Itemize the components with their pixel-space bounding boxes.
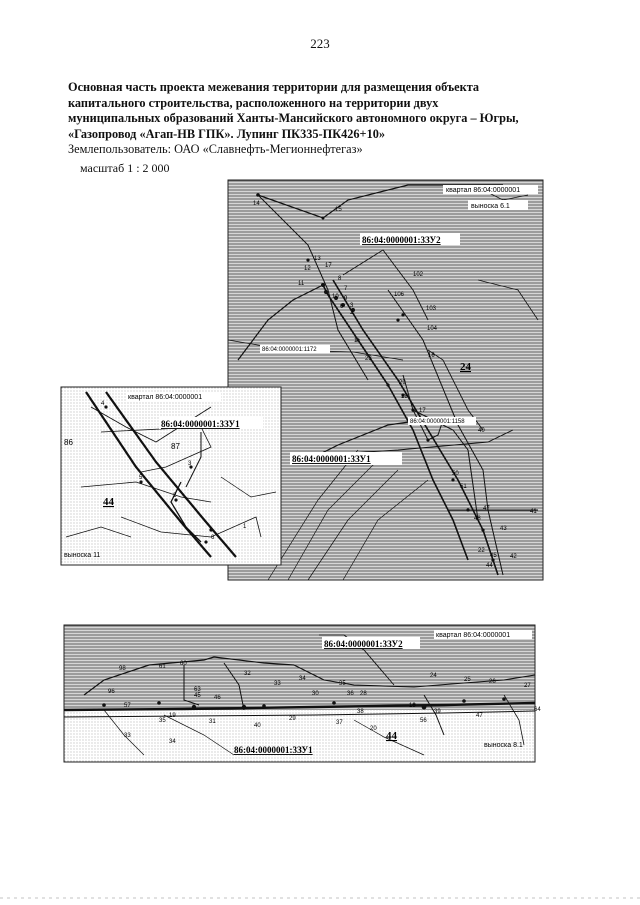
header-line-2: капитального строительства, расположенного на территории двух — [68, 95, 439, 110]
header-line-4: «Газопровод «Агап-НВ ГПК». Лупинг ПК335-ПК426+10» — [68, 126, 386, 141]
svg-text:1: 1 — [243, 524, 247, 530]
svg-text:51: 51 — [460, 484, 467, 490]
inset-label-86: 86 — [64, 438, 73, 447]
svg-text:103: 103 — [426, 306, 437, 312]
svg-text:48: 48 — [474, 516, 481, 522]
svg-text:17: 17 — [419, 408, 426, 414]
svg-text:26: 26 — [489, 679, 496, 685]
page-number: 223 — [310, 36, 330, 51]
svg-text:29: 29 — [399, 380, 406, 386]
svg-text:45: 45 — [490, 553, 497, 559]
svg-text:60: 60 — [180, 661, 187, 667]
header-line-1: Основная часть проекта межевания территории для размещения объекта — [68, 80, 480, 94]
svg-text:13: 13 — [314, 256, 321, 262]
svg-text:106: 106 — [394, 292, 405, 298]
bottom-quarter-number: 44 — [386, 730, 397, 742]
svg-text:27: 27 — [524, 683, 531, 689]
bottom-label-20: 20 — [370, 726, 377, 732]
svg-text:36: 36 — [347, 691, 354, 697]
inset-label-87: 87 — [171, 442, 180, 451]
inset-parcel-zu1: 86:04:0000001:3ЗУ1 — [161, 419, 240, 429]
svg-text:12: 12 — [304, 266, 311, 272]
main-callout-label: выноска 6.1 — [471, 203, 510, 210]
svg-text:35: 35 — [159, 718, 166, 724]
svg-text:23: 23 — [365, 356, 372, 362]
svg-text:47: 47 — [476, 713, 483, 719]
svg-text:4: 4 — [101, 401, 105, 407]
bottom-parcel-zu1: 86:04:0000001:3ЗУ1 — [234, 745, 313, 755]
svg-text:41: 41 — [530, 509, 537, 515]
svg-text:38: 38 — [357, 709, 364, 715]
svg-text:1: 1 — [354, 338, 358, 344]
svg-text:3: 3 — [188, 461, 192, 467]
main-parcel-zu2: 86:04:0000001:3ЗУ2 — [362, 235, 441, 245]
svg-text:37: 37 — [336, 720, 343, 726]
svg-text:19: 19 — [169, 713, 176, 719]
svg-text:11: 11 — [298, 281, 305, 287]
svg-text:102: 102 — [413, 272, 424, 278]
svg-text:2: 2 — [350, 310, 354, 316]
svg-text:3: 3 — [350, 303, 354, 309]
svg-text:31: 31 — [209, 719, 216, 725]
svg-text:28: 28 — [360, 691, 367, 697]
svg-text:64: 64 — [534, 707, 541, 713]
svg-text:43: 43 — [500, 526, 507, 532]
header-line-5: Землепользователь: ОАО «Славнефть-Мегионнефтегаз» — [68, 142, 363, 156]
svg-text:42: 42 — [510, 554, 517, 560]
svg-text:24: 24 — [430, 673, 437, 679]
svg-text:18: 18 — [401, 394, 408, 400]
inset-background — [61, 387, 281, 565]
svg-text:7: 7 — [344, 286, 348, 292]
svg-text:35: 35 — [339, 681, 346, 687]
svg-text:16: 16 — [428, 353, 435, 359]
svg-text:34: 34 — [169, 739, 176, 745]
svg-text:6: 6 — [340, 304, 344, 310]
svg-text:47: 47 — [483, 506, 490, 512]
svg-text:8: 8 — [338, 276, 342, 282]
svg-text:61: 61 — [159, 664, 166, 670]
svg-text:40: 40 — [254, 723, 261, 729]
svg-text:10: 10 — [332, 294, 339, 300]
svg-text:44: 44 — [486, 563, 493, 569]
main-quarter-number: 24 — [460, 361, 471, 373]
svg-text:17: 17 — [325, 263, 332, 269]
svg-text:15: 15 — [335, 207, 342, 213]
svg-text:25: 25 — [464, 677, 471, 683]
svg-text:50: 50 — [452, 471, 459, 477]
bottom-map — [64, 625, 541, 762]
scan-bottom-edge — [0, 890, 640, 905]
main-parcel-1158: 86:04:0000001:1158 — [410, 419, 465, 425]
svg-text:57: 57 — [124, 703, 131, 709]
svg-text:96: 96 — [108, 689, 115, 695]
svg-text:22: 22 — [478, 548, 485, 554]
svg-text:56: 56 — [420, 718, 427, 724]
bottom-callout-label: выноска 8.1 — [484, 742, 523, 749]
inset-callout — [61, 387, 281, 565]
svg-text:45: 45 — [194, 693, 201, 699]
svg-text:2: 2 — [173, 493, 177, 499]
svg-text:30: 30 — [312, 691, 319, 697]
svg-text:104: 104 — [427, 326, 438, 332]
inset-quarter-label: квартал 86:04:0000001 — [128, 394, 203, 401]
svg-text:29: 29 — [289, 716, 296, 722]
main-parcel-zu1: 86:04:0000001:3ЗУ1 — [292, 454, 371, 464]
header-line-3: муниципальных образований Ханты-Мансийского автономного округа – Югры, — [68, 111, 519, 125]
svg-text:39: 39 — [434, 709, 441, 715]
svg-text:14: 14 — [253, 201, 260, 207]
svg-text:9: 9 — [344, 296, 348, 302]
inset-callout-label: выноска 11 — [64, 552, 101, 559]
svg-text:32: 32 — [244, 671, 251, 677]
svg-text:46: 46 — [214, 695, 221, 701]
bottom-quarter-label: квартал 86:04:0000001 — [436, 632, 511, 639]
svg-text:33: 33 — [274, 681, 281, 687]
document-header — [68, 80, 538, 158]
main-quarter-label: квартал 86:04:0000001 — [446, 187, 521, 194]
main-parcel-1172: 86:04:0000001:1172 — [262, 347, 317, 353]
bottom-parcel-zu2: 86:04:0000001:3ЗУ2 — [324, 639, 403, 649]
svg-text:33: 33 — [124, 733, 131, 739]
svg-text:5: 5 — [139, 475, 143, 481]
inset-label-44: 44 — [103, 496, 114, 508]
svg-text:34: 34 — [299, 676, 306, 682]
svg-text:6: 6 — [211, 535, 215, 541]
svg-text:63: 63 — [194, 687, 201, 693]
svg-text:18: 18 — [409, 703, 416, 709]
scale-label: масштаб 1 : 2 000 — [80, 161, 170, 175]
svg-text:40: 40 — [478, 428, 485, 434]
svg-text:98: 98 — [119, 666, 126, 672]
